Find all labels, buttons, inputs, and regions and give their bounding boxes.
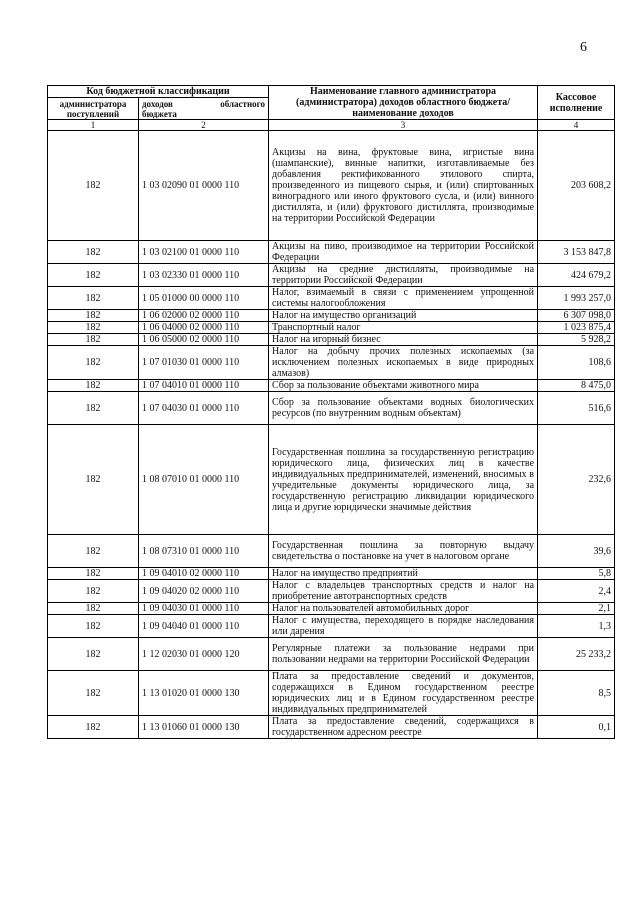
income-code-cell: 1 05 01000 00 0000 110 xyxy=(139,287,269,310)
income-name-cell: Плата за предоставление сведений, содержащихся в государственном адресном реестре xyxy=(269,716,538,739)
table-row xyxy=(48,264,615,287)
table-row xyxy=(48,638,615,671)
admin-code-cell: 182 xyxy=(48,287,139,310)
admin-code-cell: 182 xyxy=(48,716,139,739)
admin-code-cell: 182 xyxy=(48,380,139,392)
income-name-cell: Налог на добычу прочих полезных ископаемых (за исключением полезных ископаемых в виде природных алмазов) xyxy=(269,346,538,380)
table-row xyxy=(48,380,615,392)
table-row xyxy=(48,346,615,380)
col-number: 2 xyxy=(139,120,269,131)
table-row xyxy=(48,535,615,568)
income-name-cell: Налог с владельцев транспортных средств и налог на приобретение автотранспортных средств xyxy=(269,580,538,603)
table-row xyxy=(48,287,615,310)
execution-value-cell: 39,6 xyxy=(538,535,615,568)
income-code-cell: 1 07 04010 01 0000 110 xyxy=(139,380,269,392)
admin-code-cell: 182 xyxy=(48,264,139,287)
table-row xyxy=(48,322,615,334)
execution-value-cell: 424 679,2 xyxy=(538,264,615,287)
table-row xyxy=(48,131,615,241)
income-code-cell: 1 13 01020 01 0000 130 xyxy=(139,671,269,716)
execution-value-cell: 1 023 875,4 xyxy=(538,322,615,334)
table-row xyxy=(48,580,615,603)
income-name-cell: Государственная пошлина за повторную выдачу свидетельства о постановке на учет в налоговом органе xyxy=(269,535,538,568)
income-code-cell: 1 03 02090 01 0000 110 xyxy=(139,131,269,241)
income-code-cell: 1 03 02330 01 0000 110 xyxy=(139,264,269,287)
execution-value-cell: 2,1 xyxy=(538,603,615,615)
income-name-cell: Транспортный налог xyxy=(269,322,538,334)
admin-code-cell: 182 xyxy=(48,131,139,241)
income-code-cell: 1 07 01030 01 0000 110 xyxy=(139,346,269,380)
execution-value-cell: 5,8 xyxy=(538,568,615,580)
execution-value-cell: 1 993 257,0 xyxy=(538,287,615,310)
income-code-cell: 1 06 04000 02 0000 110 xyxy=(139,322,269,334)
table-row xyxy=(48,615,615,638)
execution-value-cell: 108,6 xyxy=(538,346,615,380)
col-number: 3 xyxy=(269,120,538,131)
execution-value-cell: 25 233,2 xyxy=(538,638,615,671)
execution-value-cell: 8 475,0 xyxy=(538,380,615,392)
admin-code-cell: 182 xyxy=(48,580,139,603)
execution-value-cell: 5 928,2 xyxy=(538,334,615,346)
kbk-header: Код бюджетной классификации xyxy=(48,86,269,98)
income-name-cell: Сбор за пользование объектами животного мира xyxy=(269,380,538,392)
income-name-cell: Налог на игорный бизнес xyxy=(269,334,538,346)
income-subheader xyxy=(139,98,269,120)
income-name-cell: Акцизы на вина, фруктовые вина, игристые вина (шампанские), винные напитки, изготавливаемые без добавления ректификованного этилового спирта, произведенного из пищевого сырья, и (или) спиртованных виноградного или иного фруктового сусла, и (или) винного дистиллята, и (или) фруктового дистиллята, производимые на территории Российской Федерации xyxy=(269,131,538,241)
admin-code-cell: 182 xyxy=(48,310,139,322)
execution-header: Кассовое исполнение xyxy=(538,86,615,120)
admin-code-cell: 182 xyxy=(48,425,139,535)
income-name-cell: Налог на имущество предприятий xyxy=(269,568,538,580)
income-name-cell: Налог, взимаемый в связи с применением упрощенной системы налогообложения xyxy=(269,287,538,310)
income-subheader-right: областного xyxy=(220,98,266,109)
execution-value-cell: 1,3 xyxy=(538,615,615,638)
admin-code-cell: 182 xyxy=(48,535,139,568)
table-row xyxy=(48,392,615,425)
table-row xyxy=(48,241,615,264)
execution-value-cell: 516,6 xyxy=(538,392,615,425)
income-subheader-tail: бюджета xyxy=(142,108,177,119)
admin-name-header: Наименование главного администратора (администратора) доходов областного бюджета/ наименование доходов xyxy=(269,86,538,120)
col-number: 4 xyxy=(538,120,615,131)
admin-code-cell: 182 xyxy=(48,241,139,264)
execution-value-cell: 0,1 xyxy=(538,716,615,739)
execution-value-cell: 3 153 847,8 xyxy=(538,241,615,264)
income-name-cell: Сбор за пользование объектами водных биологических ресурсов (по внутренним водным объектам) xyxy=(269,392,538,425)
admin-code-cell: 182 xyxy=(48,603,139,615)
admin-code-cell: 182 xyxy=(48,638,139,671)
admin-code-cell: 182 xyxy=(48,346,139,380)
admin-code-cell: 182 xyxy=(48,615,139,638)
admin-code-cell: 182 xyxy=(48,322,139,334)
income-code-cell: 1 08 07310 01 0000 110 xyxy=(139,535,269,568)
table-row xyxy=(48,334,615,346)
table-row xyxy=(48,603,615,615)
income-name-cell: Регулярные платежи за пользование недрами при пользовании недрами на территории Российской Федерации xyxy=(269,638,538,671)
execution-value-cell: 232,6 xyxy=(538,425,615,535)
income-subheader-left: доходов xyxy=(142,98,173,109)
budget-table xyxy=(47,85,615,739)
income-code-cell: 1 12 02030 01 0000 120 xyxy=(139,638,269,671)
income-code-cell: 1 09 04030 01 0000 110 xyxy=(139,603,269,615)
income-name-cell: Налог на пользователей автомобильных дорог xyxy=(269,603,538,615)
admin-code-cell: 182 xyxy=(48,671,139,716)
admin-subheader: администратора поступлений xyxy=(48,98,139,120)
income-code-cell: 1 07 04030 01 0000 110 xyxy=(139,392,269,425)
table-row xyxy=(48,568,615,580)
income-code-cell: 1 06 05000 02 0000 110 xyxy=(139,334,269,346)
execution-value-cell: 203 608,2 xyxy=(538,131,615,241)
execution-value-cell: 6 307 098,0 xyxy=(538,310,615,322)
income-code-cell: 1 08 07010 01 0000 110 xyxy=(139,425,269,535)
income-code-cell: 1 13 01060 01 0000 130 xyxy=(139,716,269,739)
income-name-cell: Акцизы на пиво, производимое на территории Российской Федерации xyxy=(269,241,538,264)
income-name-cell: Налог с имущества, переходящего в порядке наследования или дарения xyxy=(269,615,538,638)
income-name-cell: Акцизы на средние дистилляты, производимые на территории Российской Федерации xyxy=(269,264,538,287)
income-name-cell: Государственная пошлина за государственную регистрацию юридического лица, физических лиц в качестве индивидуальных предпринимателей, изменений, вносимых в учредительные документы юридического лица, за государственную регистрацию ликвидации юридического лица и другие юридически значимые действия xyxy=(269,425,538,535)
admin-code-cell: 182 xyxy=(48,392,139,425)
table-row xyxy=(48,671,615,716)
table-row xyxy=(48,310,615,322)
income-code-cell: 1 09 04020 02 0000 110 xyxy=(139,580,269,603)
income-code-cell: 1 09 04040 01 0000 110 xyxy=(139,615,269,638)
col-number: 1 xyxy=(48,120,139,131)
execution-value-cell: 8,5 xyxy=(538,671,615,716)
admin-code-cell: 182 xyxy=(48,334,139,346)
income-name-cell: Налог на имущество организаций xyxy=(269,310,538,322)
income-code-cell: 1 09 04010 02 0000 110 xyxy=(139,568,269,580)
execution-value-cell: 2,4 xyxy=(538,580,615,603)
page-number: 6 xyxy=(580,40,587,55)
income-code-cell: 1 03 02100 01 0000 110 xyxy=(139,241,269,264)
table-row xyxy=(48,716,615,739)
table-row xyxy=(48,425,615,535)
income-code-cell: 1 06 02000 02 0000 110 xyxy=(139,310,269,322)
admin-code-cell: 182 xyxy=(48,568,139,580)
income-name-cell: Плата за предоставление сведений и документов, содержащихся в Едином государственном реестре юридических лиц и в Едином государственном реестре индивидуальных предпринимателей xyxy=(269,671,538,716)
